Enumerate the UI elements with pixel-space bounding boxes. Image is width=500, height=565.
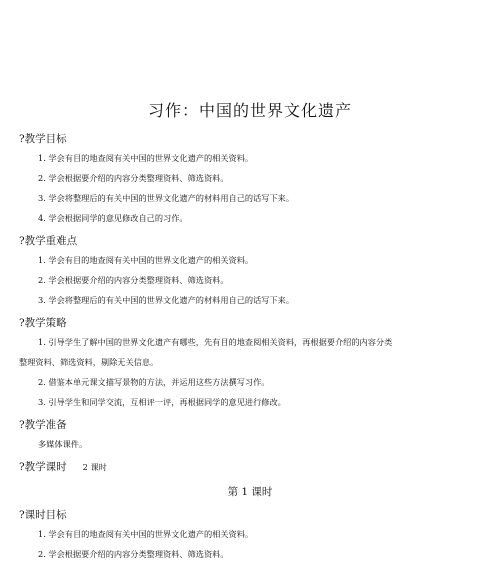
lesson-title: 第 1 课时 xyxy=(227,486,273,498)
list-item: 2. 学会根据要介绍的内容分类整理资料、筛选资料。 xyxy=(38,549,229,559)
section-heading-strategy: ?教学策略 xyxy=(19,317,67,329)
hours-label: ?教学课时 xyxy=(19,461,67,473)
list-item: 3. 学会将整理后的有关中国的世界文化遗产的材料用自己的话写下来。 xyxy=(38,193,295,203)
document-title: 习作：中国的世界文化遗产 xyxy=(147,101,352,120)
list-item: 3. 学会将整理后的有关中国的世界文化遗产的材料用自己的话写下来。 xyxy=(38,295,295,305)
section-heading-goals: ?教学目标 xyxy=(19,133,67,145)
list-item: 1. 学会有目的地查阅有关中国的世界文化遗产的相关资料。 xyxy=(38,529,254,539)
list-item: 1. 学会有目的地查阅有关中国的世界文化遗产的相关资料。 xyxy=(38,153,254,163)
list-item: 2. 学会根据要介绍的内容分类整理资料、筛选资料。 xyxy=(38,173,229,183)
list-item: 2. 学会根据要介绍的内容分类整理资料、筛选资料。 xyxy=(38,275,229,285)
list-item: 1. 学会有目的地查阅有关中国的世界文化遗产的相关资料。 xyxy=(38,255,254,265)
list-item: 3. 引导学生和同学交流，互相评一评，再根据同学的意见进行修改。 xyxy=(38,397,286,407)
list-item: 2. 借鉴本单元课文描写景物的方法，并运用这些方法撰写习作。 xyxy=(38,377,270,387)
section-heading-preparation: ?教学准备 xyxy=(19,419,67,431)
section-heading-key-points: ?教学重难点 xyxy=(19,235,78,247)
list-item: 4. 学会根据同学的意见修改自己的习作。 xyxy=(38,213,188,223)
section-heading-lesson-goals: ?课时目标 xyxy=(19,509,67,521)
list-item-continuation: 整理资料、筛选资料，剔除无关信息。 xyxy=(19,357,159,367)
section-heading-hours xyxy=(19,459,107,474)
list-item: 多媒体课件。 xyxy=(38,439,88,449)
hours-value: 2 课时 xyxy=(82,462,107,472)
list-item: 1. 引导学生了解中国的世界文化遗产有哪些，先有目的地查阅相关资料，再根据要介绍的内容分类 xyxy=(38,337,393,347)
